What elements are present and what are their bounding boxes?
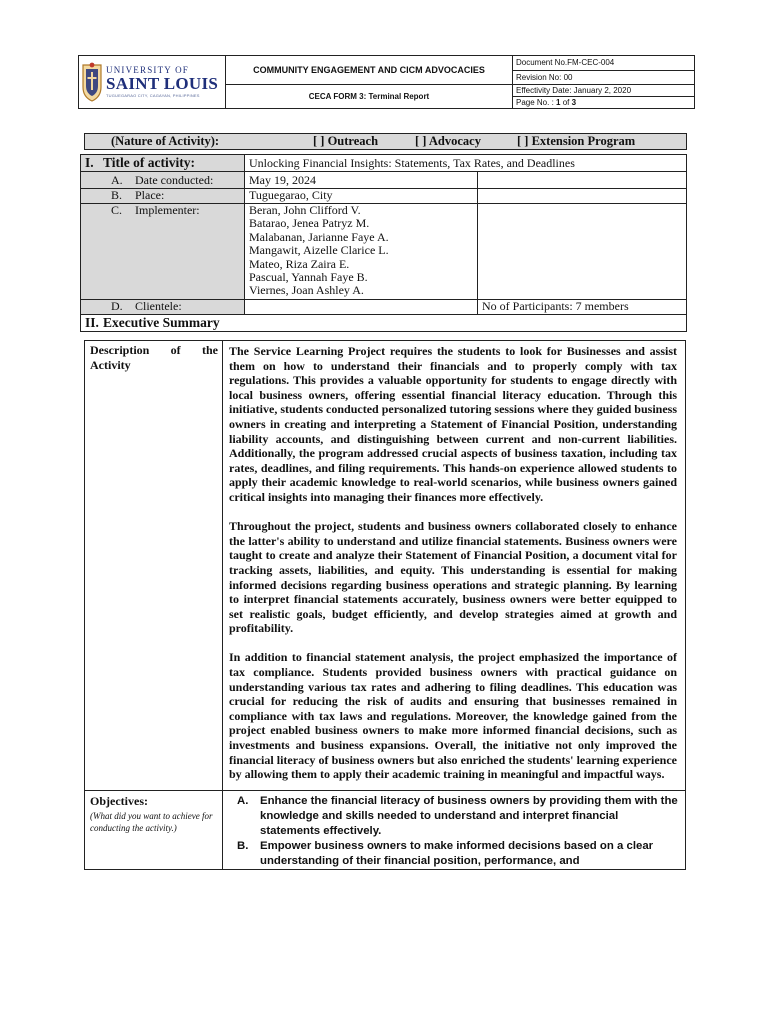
date-extra-cell [478, 172, 687, 189]
implementer-list [245, 204, 478, 300]
executive-summary-heading: II. Executive Summary [81, 315, 687, 332]
objectives-label: Objectives: [90, 793, 148, 808]
description-label-cell: Description of the Activity [85, 341, 223, 791]
description-paragraph: The Service Learning Project requires the students to look for Businesses and assist them on how to understand their financials and to properly comply with tax regulations. This provides a valuable opportunity for students to engage directly with local business owners, offering essential financial literacy education. Through this initiative, students conducted personalized tutoring sessions where they guided business owners in creating and interpreting a Statement of Financial Position, understanding liability accounts, and distinguishing between current and non-current liabilities. Additionally, the program addressed crucial aspects of business taxation, including tax rates, deadlines, and filing requirements. This hands-on experience allowed students to apply their academic knowledge to real-world scenarios, while business owners gained critical insights into managing their finances more effectively. [229, 344, 677, 504]
title-of-activity-value: Unlocking Financial Insights: Statements, Tax Rates, and Deadlines [245, 155, 687, 172]
advocacy-option[interactable]: [ ] Advocacy [415, 134, 481, 148]
logo-main-text: SAINT LOUIS [106, 74, 219, 93]
outreach-option[interactable]: [ ] Outreach [313, 134, 379, 148]
title-of-activity-label: I. Title of activity: [81, 155, 245, 172]
implementer-name: Malabanan, Jarianne Faye A. [249, 229, 389, 244]
participants-count: No of Participants: 7 members [478, 300, 687, 315]
document-header [78, 55, 695, 109]
implementer-name: Beran, John Clifford V. [249, 203, 361, 217]
objectives-label-cell [85, 790, 223, 869]
implementer-label: C. Implementer: [81, 204, 245, 300]
logo-sub-text: TUGUEGARAO CITY, CAGAYAN, PHILIPPINES [106, 93, 200, 98]
revision-number: Revision No: 00 [513, 70, 695, 85]
place-label: B. Place: [81, 189, 245, 204]
clientele-label: D. Clientele: [81, 300, 245, 315]
nature-label: (Nature of Activity): [111, 134, 220, 148]
form-name: CECA FORM 3: Terminal Report [226, 85, 513, 109]
logo-cell [79, 56, 226, 109]
description-paragraph: Throughout the project, students and business owners collaborated closely to enhance the latter's ability to understand and utilize financial statements. Business owners were taught to create and analyze their Statement of Financial Position, a document vital for tracking assets, liabilities, and equity. This understanding is essential for making informed decisions regarding business operations and strategic planning. By learning to interpret financial statements accurately, business owners were better equipped to set realistic goals, budget efficiently, and develop strategies aimed at growth and profitability. [229, 519, 677, 636]
executive-summary-table [84, 340, 686, 870]
nature-of-activity-bar [84, 133, 687, 150]
header-title: COMMUNITY ENGAGEMENT AND CICM ADVOCACIES [226, 56, 513, 85]
clientele-value [245, 300, 478, 315]
description-text-cell [223, 341, 686, 791]
objective-item: B. Empower business owners to make informed decisions based on a clear understanding of their financial position, performance, and [237, 839, 654, 867]
implementer-name: Mangawit, Aizelle Clarice L. [249, 243, 389, 258]
document-number: Document No.FM-CEC-004 [513, 56, 695, 71]
university-logo [79, 59, 225, 106]
place-extra-cell [478, 189, 687, 204]
implementer-name: Pascual, Yannah Faye B. [249, 270, 368, 285]
page-number: Page No. : 1 of 3 [513, 97, 695, 109]
implementer-name: Viernes, Joan Ashley A. [249, 283, 364, 298]
date-conducted-label: A. Date conducted: [81, 172, 245, 189]
implementer-name: Mateo, Riza Zaira E. [249, 256, 350, 271]
place-value: Tuguegarao, City [245, 189, 478, 204]
objectives-note: (What did you want to achieve for conducting the activity.) [90, 811, 213, 834]
effectivity-date: Effectivity Date: January 2, 2020 [513, 85, 695, 97]
date-conducted-value: May 19, 2024 [245, 172, 478, 189]
activity-info-table [80, 154, 687, 332]
implementer-extra-cell [478, 204, 687, 300]
university-seal-icon [81, 61, 103, 103]
objectives-list [223, 790, 686, 869]
description-paragraph: In addition to financial statement analysis, the project emphasized the importance of tax compliance. Students provided business owners with practical guidance on understanding various tax rates and adhering to filing deadlines. This education was crucial for reducing the risk of audits and ensuring that businesses remained in compliance with tax laws and regulations. Moreover, the knowledge gained from the project enabled business owners to make more informed financial decisions, such as investments and business expansions. Overall, the initiative not only improved the financial literacy of business owners but also enriched the students' learning experience by allowing them to apply their academic training in meaningful and impactful ways. [229, 650, 677, 782]
objective-item: A. Enhance the financial literacy of business owners by providing them with the knowledge and skills needed to understand and interpret financial statements effectively. [237, 794, 678, 837]
extension-program-option[interactable]: [ ] Extension Program [517, 134, 636, 148]
logo-top-text: UNIVERSITY OF [106, 65, 190, 75]
implementer-name: Batarao, Jenea Patryz M. [249, 216, 370, 231]
